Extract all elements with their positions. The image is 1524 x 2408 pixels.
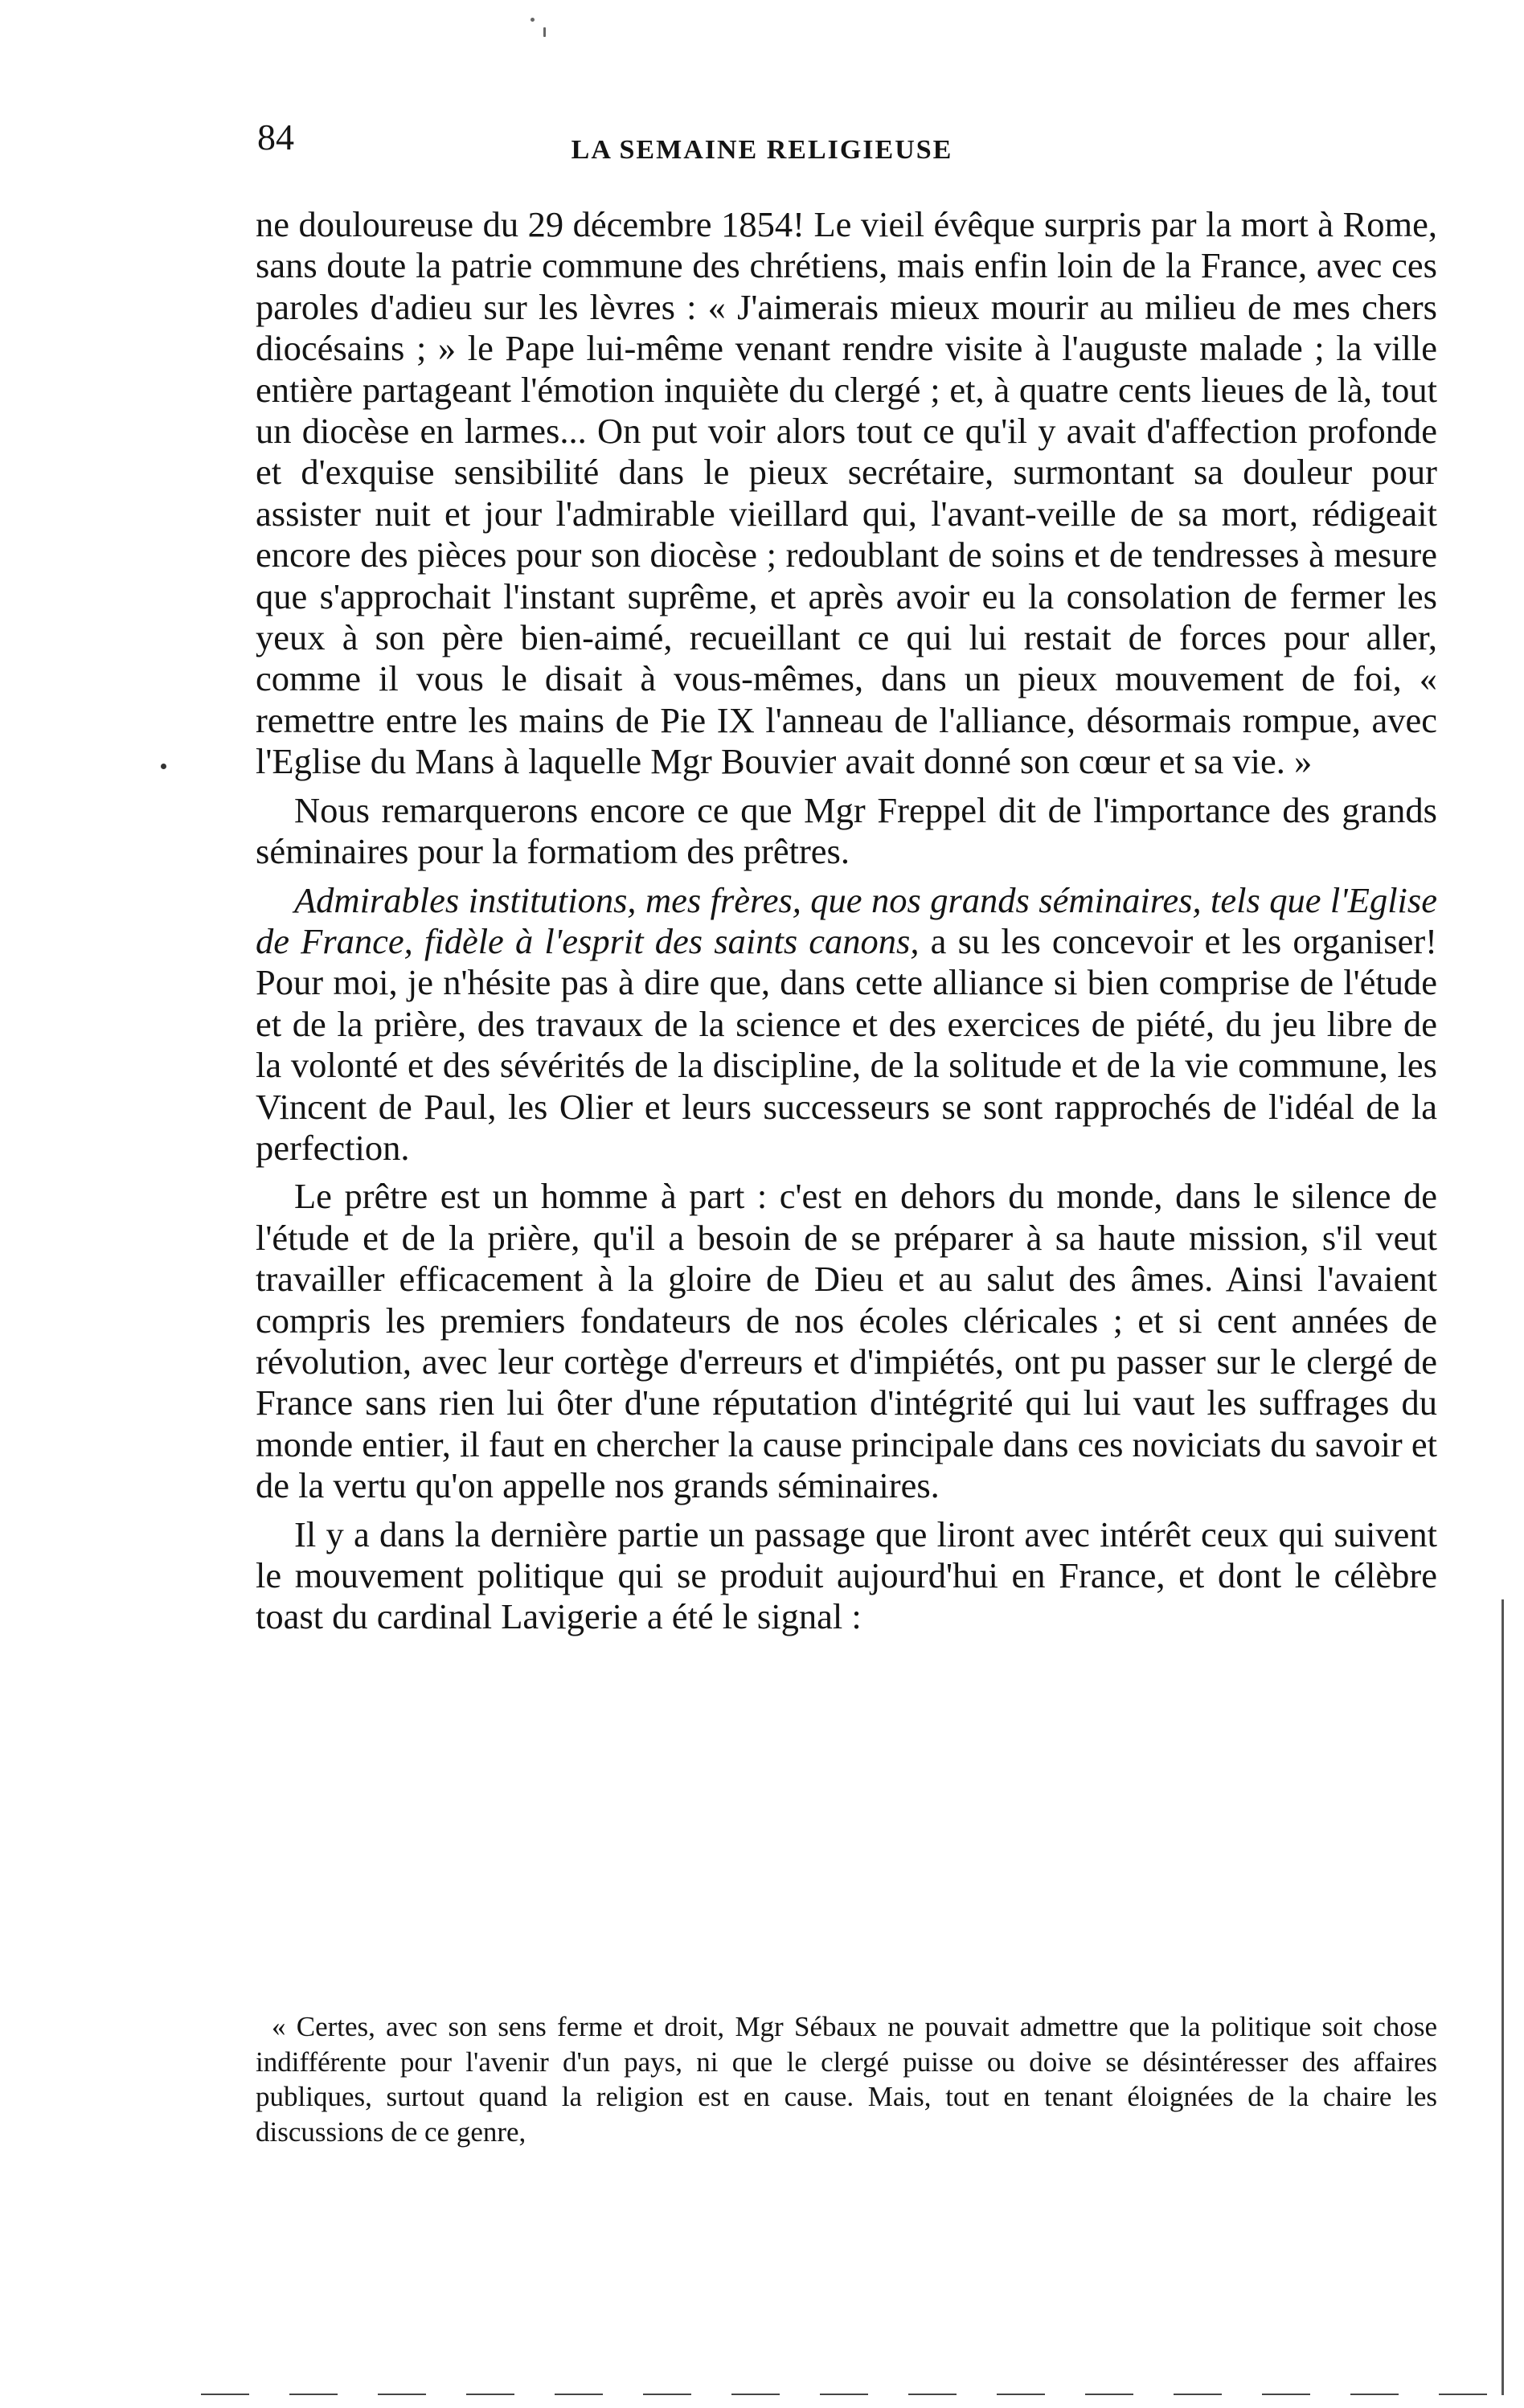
right-margin-rule: [1501, 1599, 1504, 2395]
paragraph-5: Il y a dans la dernière partie un passage que liront avec intérêt ceux qui suivent le mouvement politique qui se produit aujourd'hui en France, et dont le célèbre toast du cardinal Lavigerie a été le signal :: [256, 1513, 1437, 1637]
paragraph-2: Nous remarquerons encore ce que Mgr Freppel dit de l'importance des grands séminaires pour la formatiom des prêtres.: [256, 789, 1437, 872]
quoted-extract: [256, 2009, 1437, 2149]
margin-speck: [161, 764, 166, 769]
quoted-paragraph: « Certes, avec son sens ferme et droit, Mgr Sébaux ne pouvait admettre que la politique soit chose indifférente pour l'avenir d'un pays, ni que le clergé puisse ou doive se désintéresser des affaires publiques, surtout quand la religion est en cause. Mais, tout en tenant éloignées de la chaire les discussions de ce genre,: [256, 2011, 1437, 2148]
page-number: 84: [257, 117, 294, 158]
paragraph-3-intro: Admirables institutions, mes frères, que nos grands séminaires, tels que l'Eglise de France, fidèle à l'esprit des saints canons,: [256, 879, 1437, 961]
bottom-scan-rule: [201, 2394, 1487, 2395]
top-speck-2: [543, 27, 546, 37]
running-title: LA SEMAINE RELIGIEUSE: [571, 135, 953, 165]
paragraph-3-rest: a su les concevoir et les organiser! Pour moi, je n'hésite pas à dire que, dans cette alliance si bien comprise de l'étude et de la prière, des travaux de la science et des exercices de piété, du jeu libre de la volonté et des sévérités de la discipline, de la solitude et de la vie commune, les Vincent de Paul, les Olier et leurs successeurs se sont rapprochés de l'idéal de la perfection.: [256, 920, 1438, 1168]
paragraph-4: Le prêtre est un homme à part : c'est en dehors du monde, dans le silence de l'étude et de la prière, qu'il a besoin de se préparer à sa haute mission, s'il veut travailler efficacement à la gloire de Dieu et au salut des âmes. Ainsi l'avaient compris les premiers fondateurs de nos écoles cléricales ; et si cent années de révolution, avec leur cortège d'erreurs et d'impiétés, ont pu passer sur le clergé de France sans rien lui ôter d'une réputation d'intégrité qui lui vaut les suffrages du monde entier, il faut en chercher la cause principale dans ces noviciats du savoir et de la vertu qu'on appelle nos grands séminaires.: [256, 1176, 1437, 1506]
main-text: [256, 204, 1437, 1638]
paragraph-1: ne douloureuse du 29 décembre 1854! Le vieil évêque surpris par la mort à Rome, sans doute la patrie commune des chrétiens, mais enfin loin de la France, avec ces paroles d'adieu sur les lèvres : « J'aimerais mieux mourir au milieu de mes chers diocésains ; » le Pape lui-même venant rendre visite à l'auguste malade ; la ville entière partageant l'émotion inquiète du clergé ; et, à quatre cents lieues de là, tout un diocèse en larmes... On put voir alors tout ce qu'il y avait d'affection profonde et d'exquise sensibilité dans le pieux secrétaire, surmontant sa douleur pour assister nuit et jour l'admirable vieillard qui, l'avant-veille de sa mort, rédigeait encore des pièces pour son diocèse ; redoublant de soins et de tendresses à mesure que s'approchait l'instant suprême, et après avoir eu la consolation de fermer les yeux à son père bien-aimé, recueillant ce qui lui restait de forces pour aller, comme il vous le disait à vous-mêmes, dans un pieux mouvement de foi, « remettre entre les mains de Pie IX l'anneau de l'alliance, désormais rompue, avec l'Eglise du Mans à laquelle Mgr Bouvier avait donné son cœur et sa vie. »: [256, 204, 1437, 782]
paragraph-3: [256, 880, 1437, 1169]
top-speck: [531, 18, 535, 22]
